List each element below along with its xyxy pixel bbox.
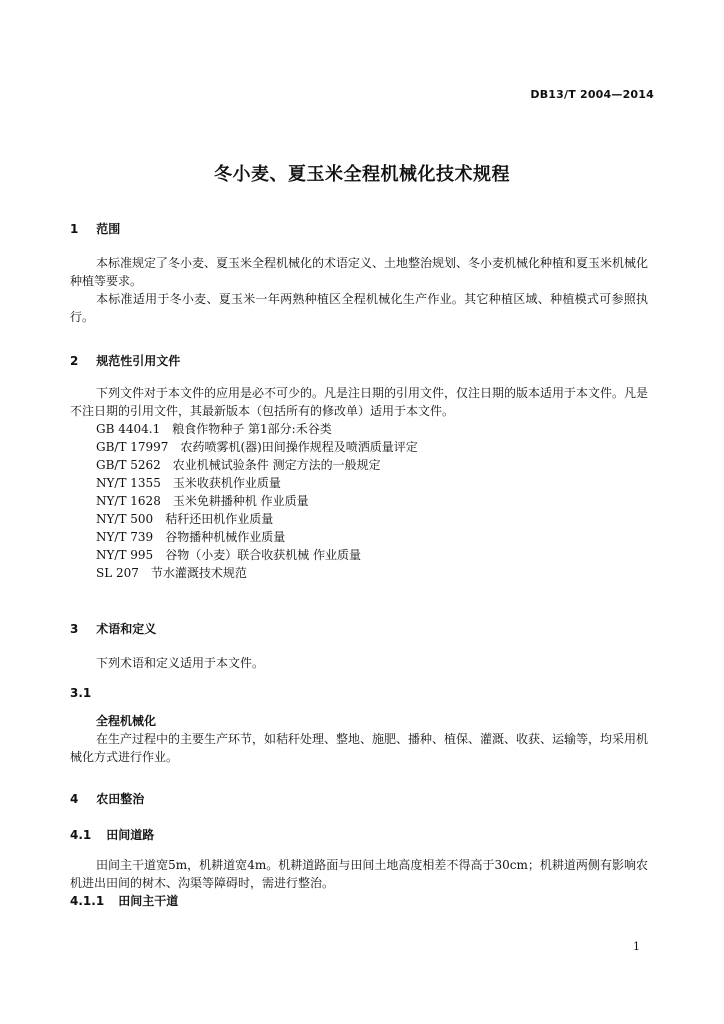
reference-item: NY/T 1628 玉米免耕播种机 作业质量 xyxy=(96,494,309,508)
section-1-body xyxy=(70,254,648,326)
reference-item: SL 207 节水灌溉技术规范 xyxy=(96,566,247,580)
section-3-heading xyxy=(70,620,156,637)
section-title: 范围 xyxy=(96,222,121,236)
subsection-title: 田间主干道 xyxy=(118,894,179,908)
section-2-body xyxy=(70,384,648,582)
section-number: 1 xyxy=(70,222,79,236)
subsection-number: 4.1 xyxy=(70,828,92,842)
term-definition-block xyxy=(70,730,648,766)
document-title: 冬小麦、夏玉米全程机械化技术规程 xyxy=(214,164,510,185)
subsection-4-1-body xyxy=(70,856,648,892)
standard-code: DB13/T 2004—2014 xyxy=(530,88,654,101)
section-1-heading xyxy=(70,220,120,237)
reference-item: NY/T 1355 玉米收获机作业质量 xyxy=(96,476,281,490)
term-definition: 在生产过程中的主要生产环节，如秸秆处理、整地、施肥、播种、植保、灌溉、收获、运输等，均采用机械化方式进行作业。 xyxy=(70,732,649,764)
reference-list xyxy=(70,420,648,582)
reference-item: NY/T 739 谷物播种机械作业质量 xyxy=(96,530,286,544)
scope-paragraph: 本标准规定了冬小麦、夏玉米全程机械化的术语定义、土地整治规划、冬小麦机械化种植和夏玉米机械化种植等要求。 xyxy=(70,256,649,288)
subsection-4-1-heading xyxy=(70,826,154,843)
section-4-heading xyxy=(70,790,144,807)
field-road-paragraph: 田间主干道宽5m，机耕道宽4m。机耕道路面与田间土地高度相差不得高于30cm；机耕道两侧有影响农机进出田间的树木、沟渠等障碍时，需进行整治。 xyxy=(70,858,648,890)
scope-paragraph: 本标准适用于冬小麦、夏玉米一年两熟种植区全程机械化生产作业。其它种植区域、种植模式可参照执行。 xyxy=(70,292,648,324)
subsection-number: 4.1.1 xyxy=(70,894,105,908)
section-title: 术语和定义 xyxy=(96,622,157,636)
subsection-title: 田间道路 xyxy=(106,828,155,842)
references-intro: 下列文件对于本文件的应用是必不可少的。凡是注日期的引用文件，仅注日期的版本适用于本文件。凡是不注日期的引用文件，其最新版本（包括所有的修改单）适用于本文件。 xyxy=(70,386,649,418)
reference-item: GB/T 17997 农药喷雾机(器)田间操作规程及喷洒质量评定 xyxy=(96,440,418,454)
terms-intro-block xyxy=(70,654,648,672)
section-number: 2 xyxy=(70,354,79,368)
section-title: 农田整治 xyxy=(96,792,145,806)
terms-intro: 下列术语和定义适用于本文件。 xyxy=(96,656,265,670)
section-2-heading xyxy=(70,352,180,369)
subsection-4-1-1-heading xyxy=(70,892,178,909)
term-number: 3.1 xyxy=(70,686,92,700)
section-title: 规范性引用文件 xyxy=(96,354,181,368)
term-name: 全程机械化 xyxy=(96,714,157,728)
reference-item: NY/T 995 谷物（小麦）联合收获机械 作业质量 xyxy=(96,548,362,562)
section-number: 3 xyxy=(70,622,79,636)
section-number: 4 xyxy=(70,792,79,806)
page-number: 1 xyxy=(633,940,640,953)
reference-item: GB 4404.1 粮食作物种子 第1部分:禾谷类 xyxy=(96,422,332,436)
reference-item: NY/T 500 秸秆还田机作业质量 xyxy=(96,512,274,526)
reference-item: GB/T 5262 农业机械试验条件 测定方法的一般规定 xyxy=(96,458,381,472)
